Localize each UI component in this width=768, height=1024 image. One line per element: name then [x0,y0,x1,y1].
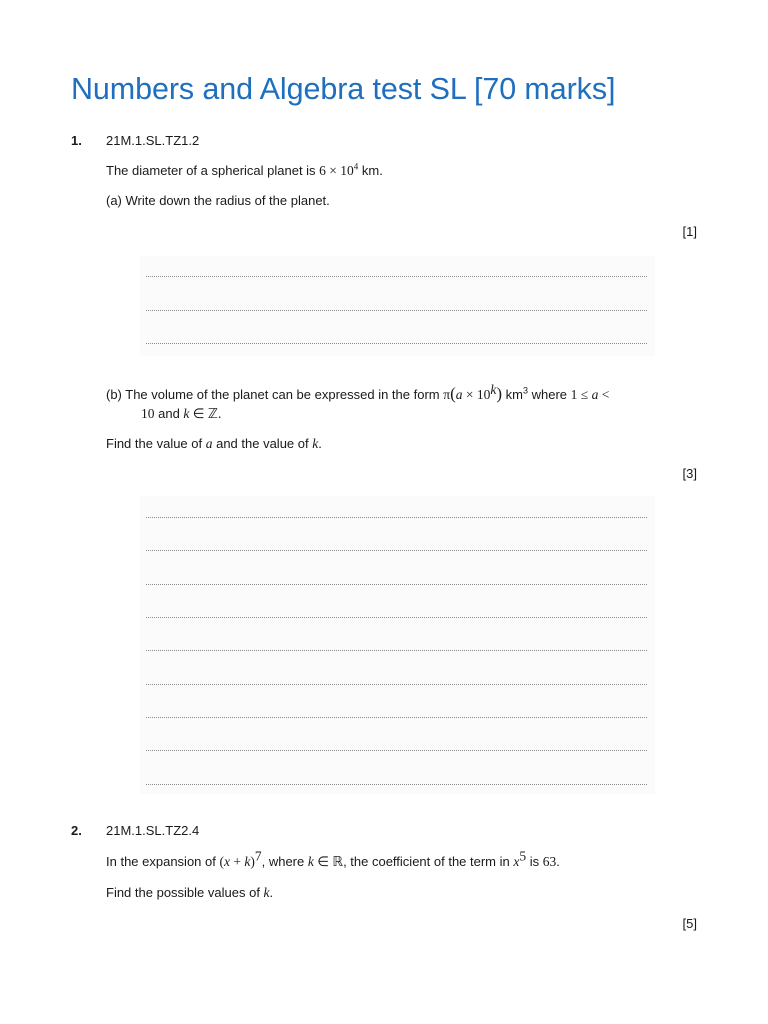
question-1-part-b: (b) The volume of the planet can be expressed in the form $\pi(a \times 10^k)$ $km^3$ where 1 ≤ a < [106,381,610,403]
question-1-part-b-line2: 10 and k ∈ ℤ. [141,406,222,421]
answer-line [146,550,647,551]
question-1-intro: The diameter of a spherical planet is $6 \times 10^4$ km. [106,161,383,178]
answer-line [146,276,647,277]
question-2-marks: [5] [682,916,697,931]
answer-line [146,684,647,685]
answer-box-1b[interactable] [140,496,655,794]
answer-line [146,650,647,651]
answer-line [146,310,647,311]
question-2-find: Find the possible values of k. [106,885,274,900]
question-2-intro: In the expansion of $(x + k)^7$, where k ∈ ℝ, the coefficient of the term in $x^5$ is 63. [106,848,560,869]
question-1a-marks: [1] [682,224,697,239]
question-1-find: Find the value of a and the value of k. [106,436,322,451]
question-2-number: 2. [71,823,82,838]
answer-line [146,784,647,785]
page-title: Numbers and Algebra test SL [70 marks] [71,72,616,106]
answer-line [146,717,647,718]
answer-line [146,750,647,751]
answer-line [146,517,647,518]
answer-line [146,343,647,344]
answer-box-1a[interactable] [140,256,655,356]
answer-line [146,584,647,585]
question-1-number: 1. [71,133,82,148]
question-2-code: 21M.1.SL.TZ2.4 [106,823,200,838]
question-1-part-a: (a) Write down the radius of the planet. [106,193,330,208]
question-1-code: 21M.1.SL.TZ1.2 [106,133,200,148]
question-1b-marks: [3] [682,466,697,481]
answer-line [146,617,647,618]
